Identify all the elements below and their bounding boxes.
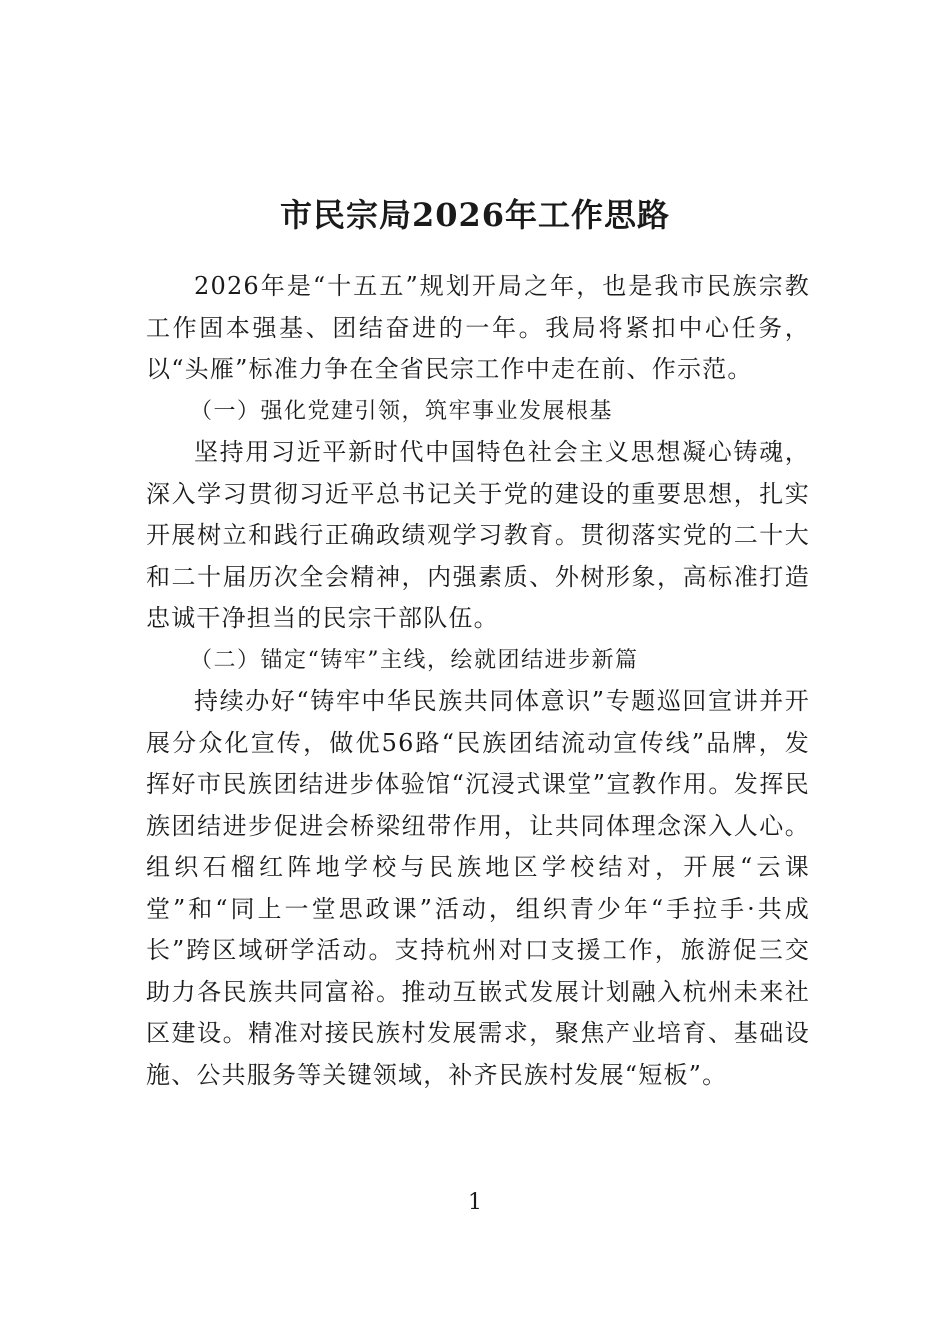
section-heading-2: （二）锚定“铸牢”主线，绘就团结进步新篇 (190, 647, 639, 673)
intro-paragraph: 2026年是“十五五”规划开局之年，也是我市民族宗教工作固本强基、团结奋进的一年。我局将紧扣中心任务，以“头雁”标准力争在全省民宗工作中走在前、作示范。 (146, 272, 810, 383)
section-heading-1: （一）强化党建引领，筑牢事业发展根基 (190, 398, 614, 424)
document-title: 市民宗局2026年工作思路 (279, 196, 671, 235)
page-number: 1 (468, 1190, 482, 1215)
document-body (146, 266, 810, 1096)
section-2-paragraph: 持续办好“铸牢中华民族共同体意识”专题巡回宣讲并开展分众化宣传，做优56路“民族团结流动宣传线”品牌，发挥好市民族团结进步体验馆“沉浸式课堂”宣教作用。发挥民族团结进步促进会桥梁纽带作用，让共同体理念深入人心。组织石榴红阵地学校与民族地区学校结对，开展“云课堂”和“同上一堂思政课”活动，组织青少年“手拉手·共成长”跨区域研学活动。支持杭州对口支援工作，旅游促三交助力各民族共同富裕。推动互嵌式发展计划融入杭州未来社区建设。精准对接民族村发展需求，聚焦产业培育、基础设施、公共服务等关键领域，补齐民族村发展“短板”。 (146, 687, 810, 1089)
section-1-paragraph: 坚持用习近平新时代中国特色社会主义思想凝心铸魂，深入学习贯彻习近平总书记关于党的建设的重要思想，扎实开展树立和践行正确政绩观学习教育。贯彻落实党的二十大和二十届历次全会精神，内强素质、外树形象，高标准打造忠诚干净担当的民宗干部队伍。 (146, 438, 810, 632)
